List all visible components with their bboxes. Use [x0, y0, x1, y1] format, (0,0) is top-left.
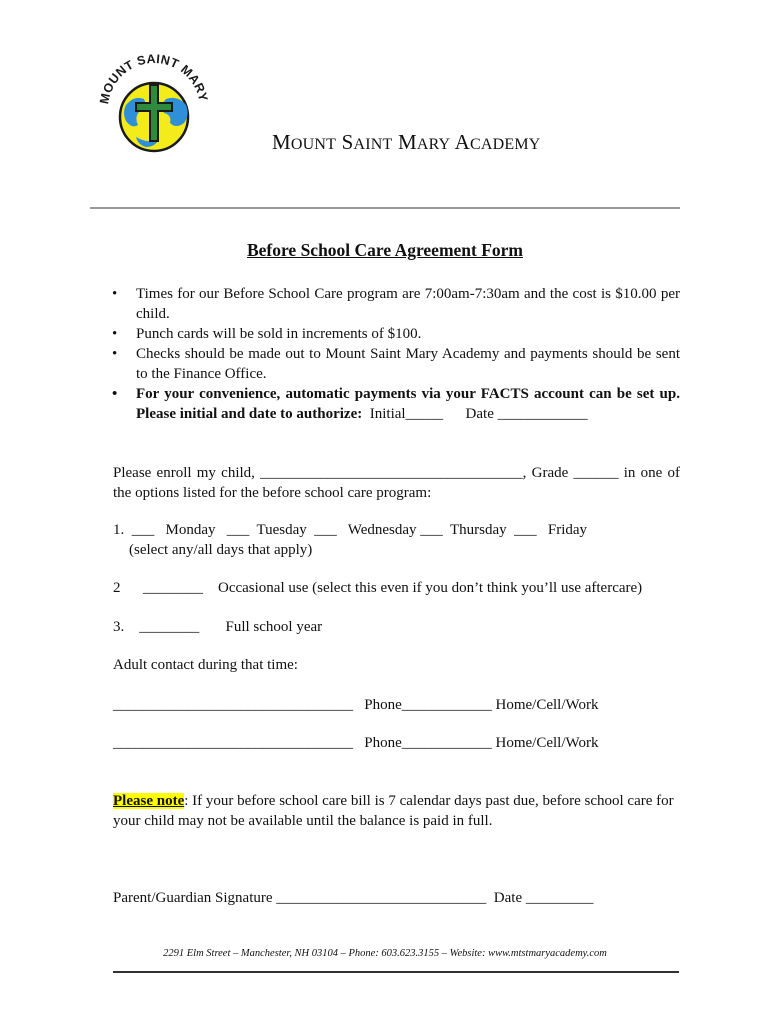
header-divider: [90, 207, 680, 209]
bullet-item-checks: • Checks should be made out to Mount Saint Mary Academy and payments should be sent to the Finance Office.: [112, 346, 680, 382]
form-title: Before School Care Agreement Form: [246, 240, 524, 260]
bullet-item-punch-cards: • Punch cards will be sold in increments of $100.: [112, 326, 422, 342]
adult-contact-label: Adult contact during that time:: [113, 657, 298, 673]
initial-date-field[interactable]: Initial_____ Date ____________: [362, 406, 588, 422]
enroll-statement: Please enroll my child, ___________________________________, Grade ______ in one of the options listed for the before school care program:: [113, 465, 680, 501]
bullet-dot-icon: •: [112, 326, 118, 342]
bullet-item-facts: • For your convenience, automatic payments via your FACTS account can be set up. Please initial and date to authorize: Initial_____ Date ____________: [112, 386, 680, 422]
bullet-dot-icon: •: [112, 386, 118, 402]
note-label: Please note: [113, 793, 185, 809]
bullet-dot-icon: •: [112, 286, 118, 302]
option-1-days[interactable]: 1. ___ Monday ___ Tuesday ___ Wednesday ___ Thursday ___ Friday: [113, 522, 588, 538]
bullet-item-times: • Times for our Before School Care program are 7:00am-7:30am and the cost is $10.00 per child.: [112, 286, 680, 322]
option-2-occasional[interactable]: 2 ________ Occasional use (select this even if you don’t think you’ll use aftercare): [113, 580, 643, 596]
contact-line-2[interactable]: ________________________________ Phone____________ Home/Cell/Work: [113, 735, 599, 751]
footer-address: 2291 Elm Street – Manchester, NH 03104 – Phone: 603.623.3155 – Website: www.mtstmaryacademy.com: [163, 948, 607, 959]
footer-divider: [113, 971, 679, 973]
contact-line-1[interactable]: ________________________________ Phone____________ Home/Cell/Work: [113, 697, 599, 713]
option-1-note: (select any/all days that apply): [129, 542, 313, 558]
signature-line[interactable]: Parent/Guardian Signature ____________________________ Date _________: [113, 890, 594, 906]
payment-note: [113, 791, 680, 831]
logo-arc-text: MOUNT SAINT MARY: [97, 51, 211, 106]
school-name: MOUNT SAINT MARY ACADEMY: [272, 130, 541, 154]
option-3-full-year[interactable]: 3. ________ Full school year: [113, 619, 323, 635]
bullet-dot-icon: •: [112, 346, 118, 362]
school-logo: [92, 45, 216, 157]
note-text: : If your before school care bill is 7 calendar days past due, before school care for your child may not be available until the balance is paid in full.: [113, 793, 674, 829]
logo-seal-icon: [92, 45, 216, 157]
info-bullet-list: [108, 284, 680, 424]
